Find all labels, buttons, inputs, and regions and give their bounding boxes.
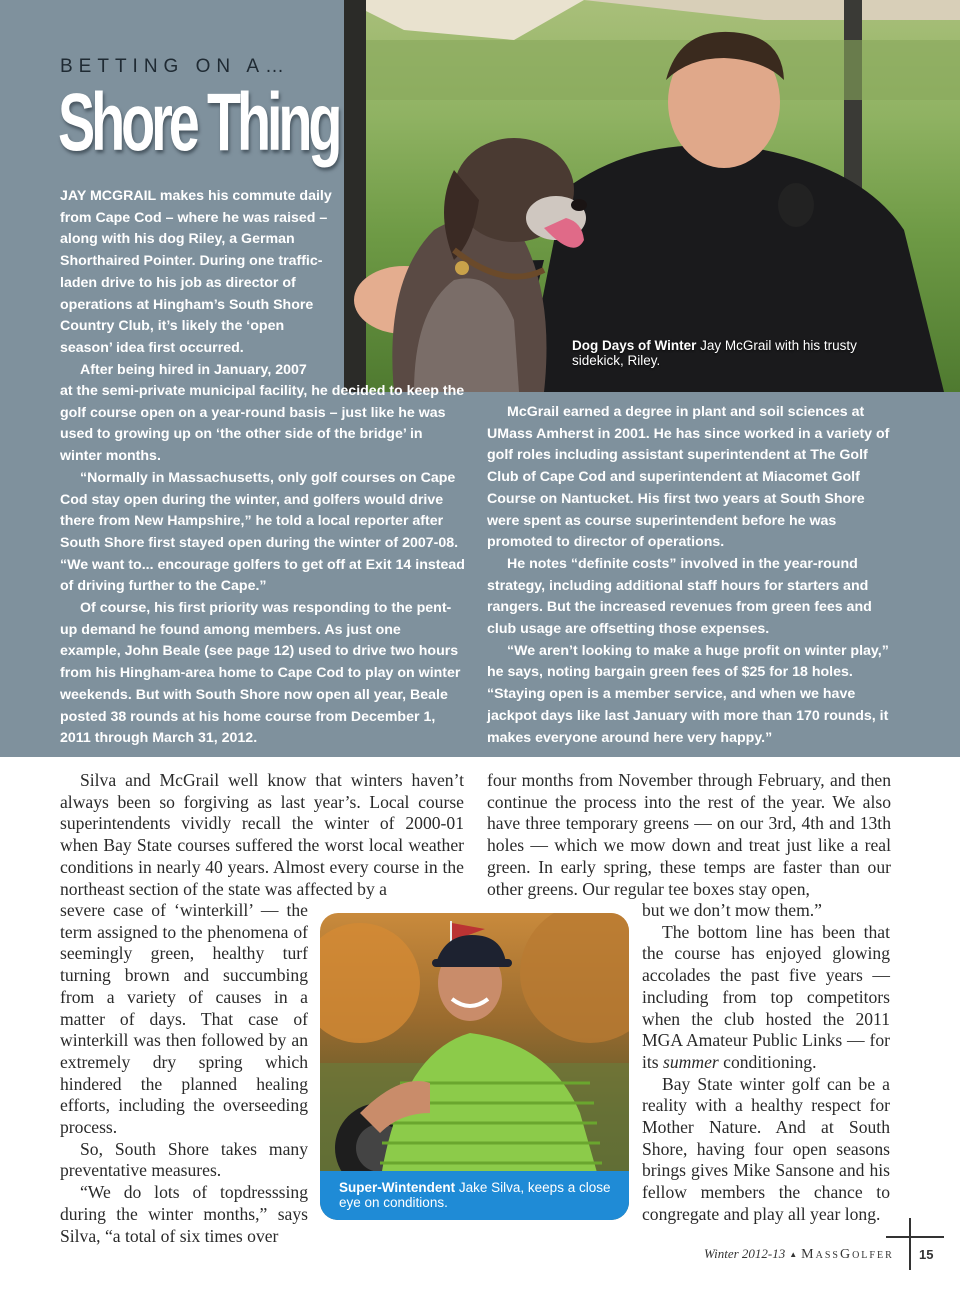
intro-paragraph: He notes “definite costs” involved in the year-round strategy, including additional staff hours for starters and rangers. But the increased revenues from green fees and club usage are offsetting those expenses.: [487, 555, 872, 638]
intro-column-left: [60, 381, 465, 750]
crop-mark-vertical: [909, 1218, 911, 1270]
footer-folio: [704, 1246, 894, 1263]
inset-photo: [320, 913, 629, 1220]
hero-caption-title: Dog Days of Winter: [572, 338, 697, 353]
hero-photo: [344, 0, 960, 392]
inset-caption-text: Jake Silva, keeps a close eye on conditions.: [339, 1180, 611, 1210]
intro-paragraph: McGrail earned a degree in plant and soil sciences at UMass Amherst in 2001. He has since worked in a variety of golf roles including assistant superintendent at The Golf Club of Cape Cod and superintendent at Miacomet Golf Course on Nantucket. His first two years at South Shore were spent as course superintendent before he was promoted to director of operations.: [487, 404, 890, 551]
intro-paragraph: “We aren’t looking to make a huge profit on winter play,” he says, noting bargain green fees of $25 for 18 holes. “Staying open is a member service, and when we have jackpot days like last January with more than 170 rounds, it makes everyone around here very happy.”: [487, 642, 889, 746]
body-paragraph: severe case of ‘winterkill’ — the term assigned to the phenomena of seemingly green, healthy turf turning brown and succumbing from a variety of causes in a matter of days. That case of winterkill was then followed by an extremely dry spring which hindered the planned healing efforts, including the overseeding process.: [60, 900, 308, 1138]
body-text-emphasis: summer: [663, 1051, 719, 1072]
intro-paragraph: Of course, his first priority was responding to the pent-up demand he found among members. As just one example, John Beale (see page 12) used to drive two hours from his Hingham-area home to Cape Cod to play on winter weekends. But with South Shore now open all year, Beale posted 38 rounds at his home course from December 1, 2011 through March 31, 2012.: [60, 600, 461, 747]
hero-photo-illustration: [344, 0, 960, 392]
body-paragraph: Bay State winter golf can be a reality with a healthy respect for Mother Nature. And at South Shore, having four open seasons brings gives Mike Sansone and his fellow members the chance to congregate and play all year long.: [642, 1073, 890, 1224]
inset-caption: [320, 1171, 629, 1220]
inset-caption-title: Super-Wintendent: [339, 1180, 456, 1195]
body-text-run: The bottom line has been that the course has enjoyed glowing accolades the past five years — including from top competitors when the club hosted the 2011 MGA Amateur Public Links — for its: [642, 921, 890, 1072]
body-paragraph: but we don’t mow them.”: [642, 900, 822, 920]
intro-paragraph: “Normally in Massachusetts, only golf courses on Cape Cod stay open during the winter, and golfers would drive there from New Hampshire,” he told a local reporter after South Shore first stayed open during the winter of 2007-08. “We want to... encourage golfers to get off at Exit 14 instead of driving further to the Cape.”: [60, 469, 465, 595]
body-column-right-top: [487, 770, 891, 900]
hero-caption: [572, 338, 872, 368]
body-paragraph: So, South Shore takes many preventative measures.: [60, 1138, 308, 1181]
intro-paragraph: at the semi-private municipal facility, he decided to keep the golf course open on a year-round basis – just like he was used to growing up on ‘the other side of the bridge’ in winter months.: [60, 383, 465, 465]
page-title: Shore Thing: [58, 77, 339, 168]
intro-column-top: [60, 186, 332, 381]
kicker: BETTING ON A…: [60, 56, 291, 77]
crop-mark-horizontal: [886, 1236, 944, 1238]
body-paragraph: [642, 922, 890, 1074]
hero-caption-text: Jay McGrail with his trusty sidekick, Riley.: [572, 338, 857, 368]
body-text-run: conditioning.: [723, 1051, 817, 1072]
intro-paragraph: After being hired in January, 2007: [80, 361, 307, 378]
intro-column-right: [487, 402, 892, 749]
triangle-icon: ▲: [789, 1250, 798, 1259]
body-paragraph: four months from November through February, and then continue the process into the rest of the year. We also have three temporary greens — on our 3rd, 4th and 13th holes — which we mow down and treat just like a real green. In early spring, these temps are faster than our other greens. Our regular tee boxes stay open,: [487, 770, 891, 899]
body-column-right-bottom: [642, 900, 890, 1226]
body-column-left-bottom: [60, 900, 308, 1247]
magazine-brand: MassGolfer: [801, 1247, 894, 1262]
body-column-left-top: [60, 770, 464, 900]
intro-paragraph: JAY MCGRAIL makes his commute daily from Cape Cod – where he was raised – along with his dog Riley, a German Shorthaired Pointer. During one traffic-laden drive to his job as director of operations at Hingham’s South Shore Country Club, it’s likely the ‘open season’ idea first occurred.: [60, 188, 332, 356]
page-number: 15: [919, 1247, 934, 1262]
body-paragraph: “We do lots of topdresssing during the winter months,” says Silva, “a total of six times over: [60, 1182, 308, 1246]
issue-label: Winter 2012-13: [704, 1246, 786, 1261]
body-paragraph: Silva and McGrail well know that winters haven’t always been so forgiving as last year’s. Local course superintendents vividly recall the winter of 2000-01 when Bay State courses suffered the worst local weather conditions in nearly 40 years. Almost every course in the northeast section of the state was affected by a: [60, 770, 464, 899]
